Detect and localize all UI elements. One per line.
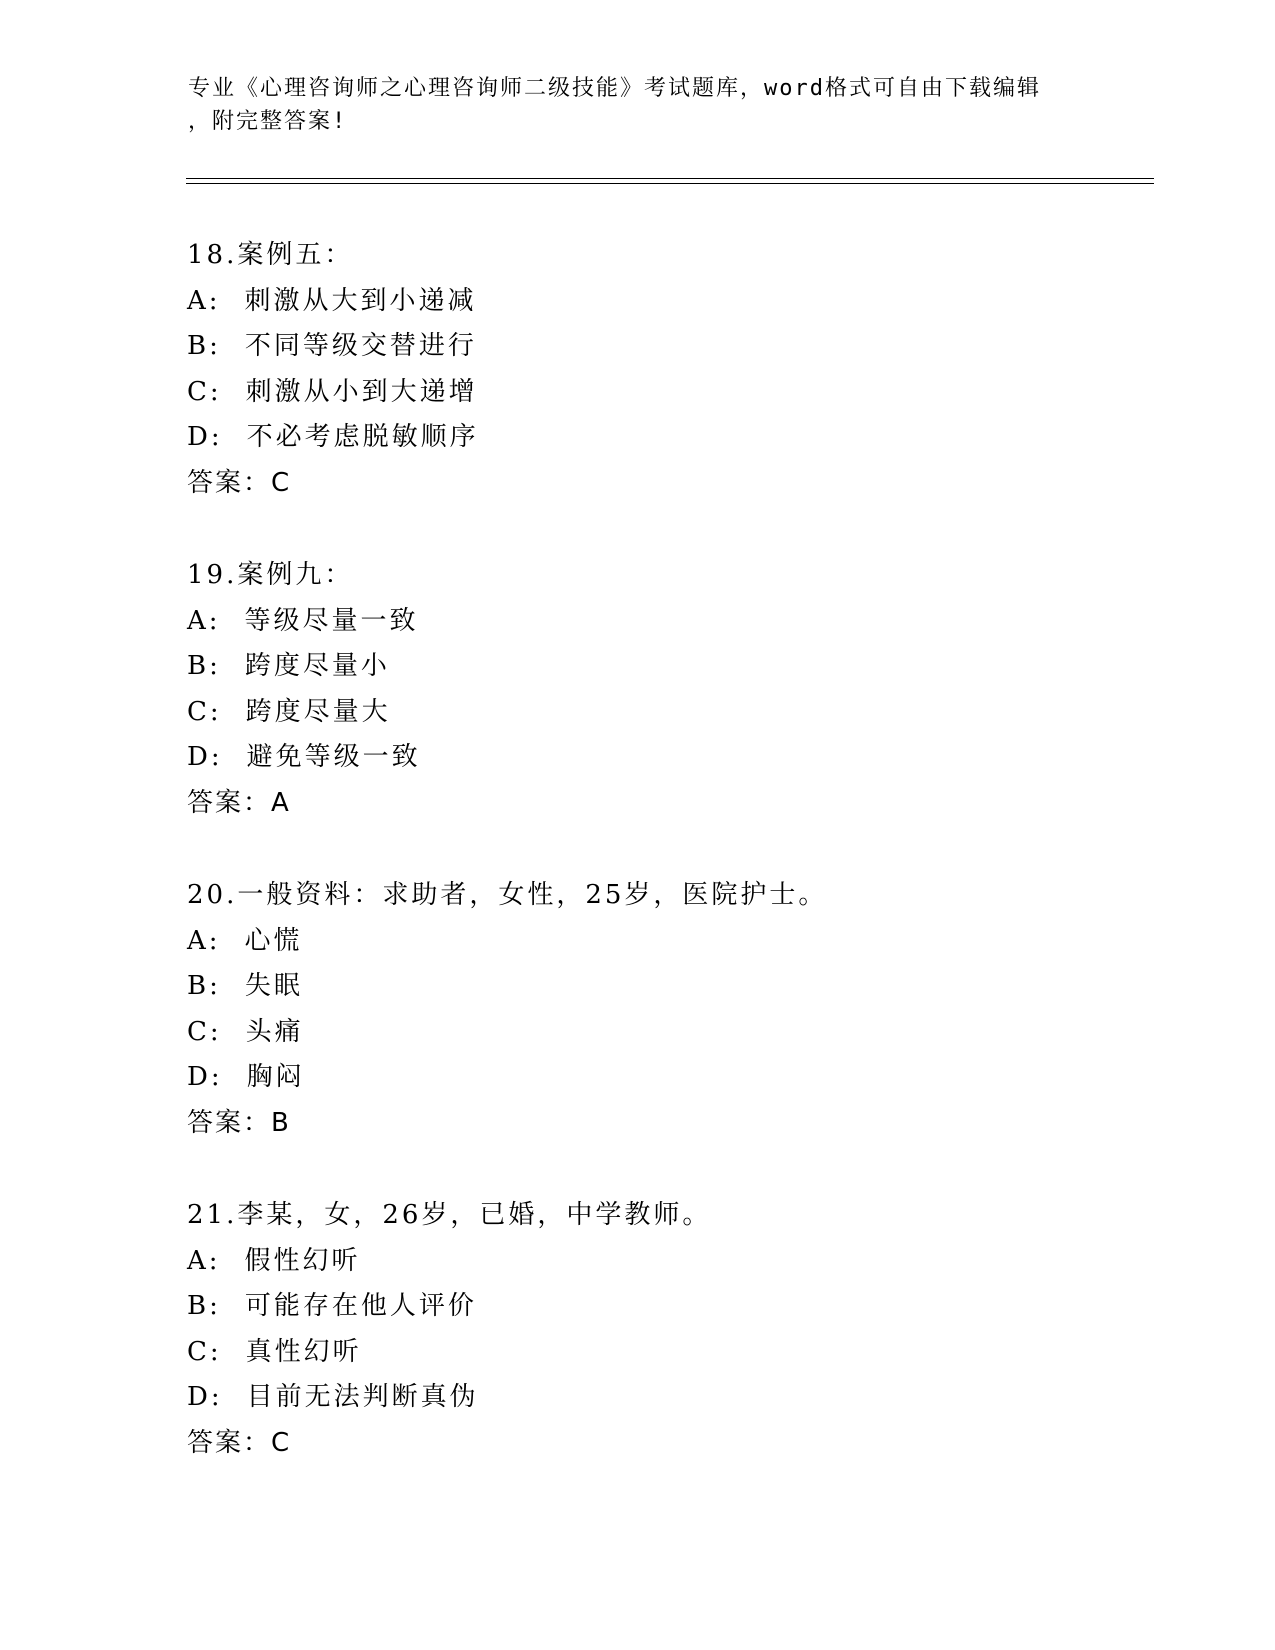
option-d	[187, 415, 1147, 461]
question-item	[187, 1193, 1147, 1513]
option-letter: C:	[187, 376, 222, 407]
header-divider-bottom	[186, 183, 1154, 184]
option-letter: A:	[187, 925, 221, 956]
option-c	[187, 690, 1147, 736]
option-letter: D:	[187, 1062, 223, 1092]
option-text: 胸闷	[246, 1062, 305, 1092]
option-text: 不必考虑脱敏顺序	[246, 422, 479, 452]
option-letter: D:	[187, 742, 223, 772]
option-letter: B:	[187, 1291, 221, 1321]
header-line-2: ，附完整答案!	[188, 109, 348, 134]
answer-line: 答案：C	[187, 1427, 292, 1458]
option-text: 心慌	[244, 925, 303, 956]
header-divider-top	[186, 178, 1154, 179]
question-stem: 20.一般资料：求助者，女性，25岁，医院护士。	[187, 880, 828, 910]
option-text: 不同等级交替进行	[244, 331, 477, 361]
option-text: 真性幻听	[245, 1336, 362, 1367]
option-text: 跨度尽量小	[244, 651, 390, 681]
option-c	[187, 1010, 1147, 1056]
option-letter: A:	[187, 605, 221, 636]
document-header	[188, 72, 1088, 138]
answer-line: 答案：B	[187, 1107, 291, 1138]
question-item	[187, 553, 1147, 873]
option-text: 头痛	[245, 1016, 304, 1047]
option-c	[187, 370, 1147, 416]
question-item	[187, 873, 1147, 1193]
option-text: 失眠	[244, 971, 303, 1001]
option-letter: A:	[187, 285, 221, 316]
question-stem: 19.案例九：	[187, 560, 354, 590]
option-text: 等级尽量一致	[244, 605, 419, 636]
option-a	[187, 279, 1147, 325]
question-list	[187, 233, 1147, 1513]
option-text: 目前无法判断真伪	[246, 1382, 479, 1412]
option-text: 刺激从大到小递减	[244, 285, 477, 316]
question-item	[187, 233, 1147, 553]
option-letter: C:	[187, 1016, 222, 1047]
answer-line: 答案：C	[187, 467, 292, 498]
option-letter: B:	[187, 651, 221, 681]
option-letter: B:	[187, 331, 221, 361]
option-c	[187, 1330, 1147, 1376]
option-d	[187, 735, 1147, 781]
option-b	[187, 964, 1147, 1010]
option-letter: C:	[187, 696, 222, 727]
option-d	[187, 1375, 1147, 1421]
option-letter: D:	[187, 422, 223, 452]
option-text: 假性幻听	[244, 1245, 361, 1276]
option-a	[187, 1239, 1147, 1285]
question-stem: 21.李某，女，26岁，已婚，中学教师。	[187, 1200, 712, 1230]
option-a	[187, 919, 1147, 965]
option-text: 刺激从小到大递增	[245, 376, 478, 407]
question-stem: 18.案例五：	[187, 240, 354, 270]
option-d	[187, 1055, 1147, 1101]
option-text: 可能存在他人评价	[244, 1291, 477, 1321]
answer-line: 答案：A	[187, 787, 291, 818]
option-letter: B:	[187, 971, 221, 1001]
option-text: 避免等级一致	[246, 742, 421, 772]
option-letter: A:	[187, 1245, 221, 1276]
option-letter: D:	[187, 1382, 223, 1412]
option-letter: C:	[187, 1336, 222, 1367]
option-b	[187, 644, 1147, 690]
option-a	[187, 599, 1147, 645]
header-line-1: 专业《心理咨询师之心理咨询师二级技能》考试题库，word格式可自由下载编辑	[188, 76, 1041, 101]
option-b	[187, 324, 1147, 370]
option-b	[187, 1284, 1147, 1330]
option-text: 跨度尽量大	[245, 696, 391, 727]
